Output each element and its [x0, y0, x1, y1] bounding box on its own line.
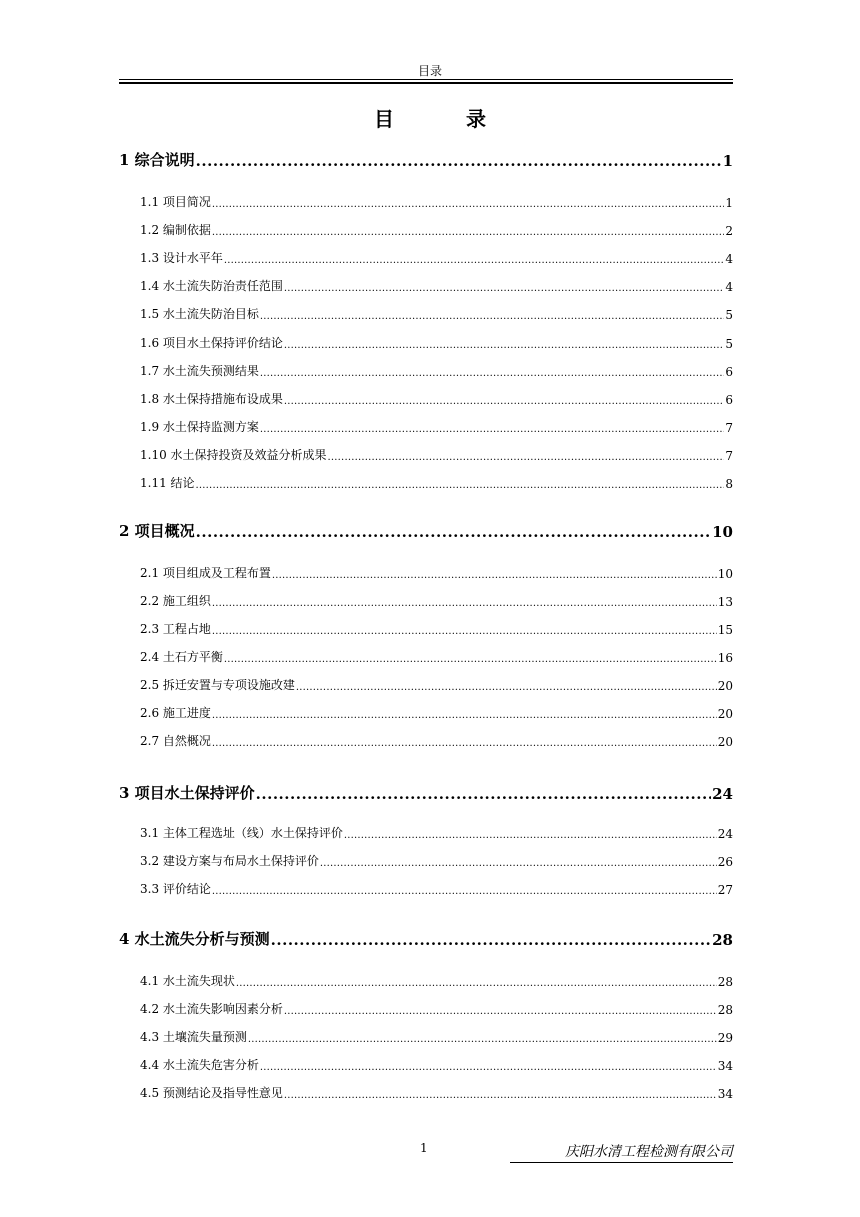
toc-section-page: 20	[717, 707, 733, 721]
toc-section-entry[interactable]	[140, 278, 733, 294]
toc-section-page: 16	[717, 651, 733, 665]
toc-section-label: 1.2 编制依据	[140, 223, 211, 238]
toc-section-entry[interactable]	[140, 391, 733, 407]
toc-section-page: 20	[717, 679, 733, 693]
toc-section-page: 2	[725, 224, 733, 239]
toc-section-label: 4.2 水土流失影响因素分析	[140, 1002, 283, 1016]
toc-section-entry[interactable]	[140, 649, 733, 665]
toc-section-entry[interactable]	[140, 853, 733, 869]
toc-chapter-entry[interactable]	[119, 929, 733, 949]
toc-section-entry[interactable]	[140, 419, 733, 435]
toc-section-entry[interactable]	[140, 825, 733, 841]
toc-section-entry[interactable]	[140, 335, 733, 351]
toc-dot-leader	[212, 886, 717, 897]
footer-company-name: 庆阳水清工程检测有限公司	[510, 1141, 733, 1163]
toc-section-page: 34	[717, 1087, 733, 1101]
toc-section-label: 1.9 水土保持监测方案	[140, 419, 259, 434]
toc-dot-leader	[256, 785, 711, 803]
toc-dot-leader	[196, 480, 725, 491]
toc-dot-leader	[271, 931, 711, 949]
toc-dot-leader	[196, 152, 722, 170]
footer-page-number: 1	[420, 1141, 428, 1155]
toc-section-entry[interactable]	[140, 733, 733, 749]
toc-dot-leader	[260, 1062, 717, 1073]
toc-section-label: 1.7 水土流失预测结果	[140, 363, 259, 378]
toc-section-entry[interactable]	[140, 881, 733, 897]
toc-section-page: 34	[717, 1059, 733, 1073]
toc-section-page: 5	[725, 336, 733, 351]
toc-section-page: 10	[717, 567, 733, 581]
toc-dot-leader	[212, 738, 717, 749]
toc-section-label: 4.3 土壤流失量预测	[140, 1030, 247, 1044]
toc-dot-leader	[260, 311, 724, 322]
toc-section-page: 7	[725, 448, 733, 463]
toc-dot-leader	[272, 570, 717, 581]
toc-section-page: 8	[725, 477, 733, 491]
toc-section-page: 7	[725, 420, 733, 435]
toc-section-entry[interactable]	[140, 593, 733, 609]
toc-section-label: 2.4 土石方平衡	[140, 650, 223, 664]
toc-section-page: 6	[725, 392, 733, 407]
toc-section-page: 1	[725, 196, 733, 210]
toc-section-label: 4.4 水土流失危害分析	[140, 1058, 259, 1072]
toc-dot-leader	[284, 283, 724, 294]
toc-section-entry[interactable]	[140, 250, 733, 266]
toc-dot-leader	[320, 858, 717, 869]
toc-section-entry[interactable]	[140, 1029, 733, 1045]
toc-chapter-page: 28	[712, 931, 733, 949]
toc-section-label: 3.1 主体工程选址（线）水土保持评价	[140, 826, 343, 840]
toc-section-entry[interactable]	[140, 565, 733, 581]
toc-dot-leader	[260, 368, 724, 379]
toc-dot-leader	[212, 199, 724, 210]
toc-dot-leader	[212, 626, 717, 637]
toc-chapter-page: 24	[712, 785, 733, 803]
header-rule-thick	[119, 82, 733, 84]
toc-section-label: 4.1 水土流失现状	[140, 974, 235, 988]
toc-dot-leader	[248, 1034, 717, 1045]
toc-section-label: 1.3 设计水平年	[140, 251, 223, 266]
toc-section-page: 4	[725, 252, 733, 267]
toc-section-page: 28	[717, 975, 733, 989]
toc-section-page: 26	[717, 855, 733, 869]
toc-dot-leader	[284, 340, 724, 351]
toc-section-page: 29	[717, 1031, 733, 1045]
toc-dot-leader	[260, 424, 724, 435]
toc-section-page: 4	[725, 280, 733, 295]
toc-section-entry[interactable]	[140, 621, 733, 637]
toc-section-label: 1.11 结论	[140, 476, 195, 490]
toc-dot-leader	[284, 1006, 717, 1017]
header-rule-thin	[119, 79, 733, 80]
toc-section-label: 3.3 评价结论	[140, 882, 211, 896]
toc-chapter-label: 3 项目水土保持评价	[119, 784, 255, 802]
toc-section-page: 6	[725, 364, 733, 379]
toc-section-entry[interactable]	[140, 973, 733, 989]
toc-section-entry[interactable]	[140, 194, 733, 210]
toc-chapter-label: 4 水土流失分析与预测	[119, 930, 270, 948]
toc-section-label: 1.10 水土保持投资及效益分析成果	[140, 447, 327, 462]
toc-chapter-label: 2 项目概况	[119, 522, 195, 540]
toc-section-label: 1.4 水土流失防治责任范围	[140, 279, 283, 294]
toc-section-entry[interactable]	[140, 447, 733, 463]
toc-dot-leader	[344, 830, 717, 841]
toc-section-label: 2.2 施工组织	[140, 594, 211, 608]
toc-section-entry[interactable]	[140, 306, 733, 322]
toc-section-page: 24	[717, 827, 733, 841]
toc-section-entry[interactable]	[140, 222, 733, 238]
toc-section-entry[interactable]	[140, 363, 733, 379]
toc-section-label: 2.6 施工进度	[140, 706, 211, 720]
toc-section-label: 1.6 项目水土保持评价结论	[140, 335, 283, 350]
toc-section-page: 5	[725, 308, 733, 323]
toc-section-label: 2.7 自然概况	[140, 734, 211, 748]
toc-dot-leader	[328, 452, 725, 463]
toc-dot-leader	[196, 523, 711, 541]
toc-section-entry[interactable]	[140, 705, 733, 721]
toc-section-label: 4.5 预测结论及指导性意见	[140, 1086, 283, 1100]
toc-section-label: 1.8 水土保持措施布设成果	[140, 391, 283, 406]
toc-section-label: 1.1 项目简况	[140, 195, 211, 209]
toc-section-label: 3.2 建设方案与布局水土保持评价	[140, 854, 319, 868]
toc-chapter-page: 10	[712, 523, 733, 541]
running-header: 目录	[417, 64, 442, 78]
toc-dot-leader	[284, 1090, 717, 1101]
toc-dot-leader	[224, 654, 717, 665]
toc-chapter-page: 1	[722, 152, 733, 170]
toc-section-page: 15	[717, 623, 733, 637]
toc-section-entry[interactable]	[140, 1085, 733, 1101]
toc-chapter-entry[interactable]	[119, 521, 733, 541]
toc-dot-leader	[212, 227, 724, 238]
toc-section-entry[interactable]	[140, 1057, 733, 1073]
toc-dot-leader	[236, 978, 717, 989]
toc-section-page: 28	[717, 1003, 733, 1017]
toc-dot-leader	[296, 682, 717, 693]
toc-section-page: 13	[717, 595, 733, 609]
toc-section-page: 20	[717, 735, 733, 749]
toc-dot-leader	[212, 710, 717, 721]
toc-chapter-label: 1 综合说明	[119, 151, 195, 169]
toc-dot-leader	[224, 255, 724, 266]
toc-dot-leader	[212, 598, 717, 609]
toc-section-entry[interactable]	[140, 677, 733, 693]
toc-section-entry[interactable]	[140, 475, 733, 491]
toc-title: 目 录	[374, 107, 512, 131]
toc-section-label: 2.1 项目组成及工程布置	[140, 566, 271, 580]
toc-section-label: 2.5 拆迁安置与专项设施改建	[140, 678, 295, 692]
toc-section-page: 27	[717, 883, 733, 897]
toc-section-label: 2.3 工程占地	[140, 622, 211, 636]
toc-section-entry[interactable]	[140, 1001, 733, 1017]
toc-section-label: 1.5 水土流失防治目标	[140, 307, 259, 322]
toc-dot-leader	[284, 396, 724, 407]
toc-chapter-entry[interactable]	[119, 150, 733, 170]
toc-chapter-entry[interactable]	[119, 783, 733, 803]
